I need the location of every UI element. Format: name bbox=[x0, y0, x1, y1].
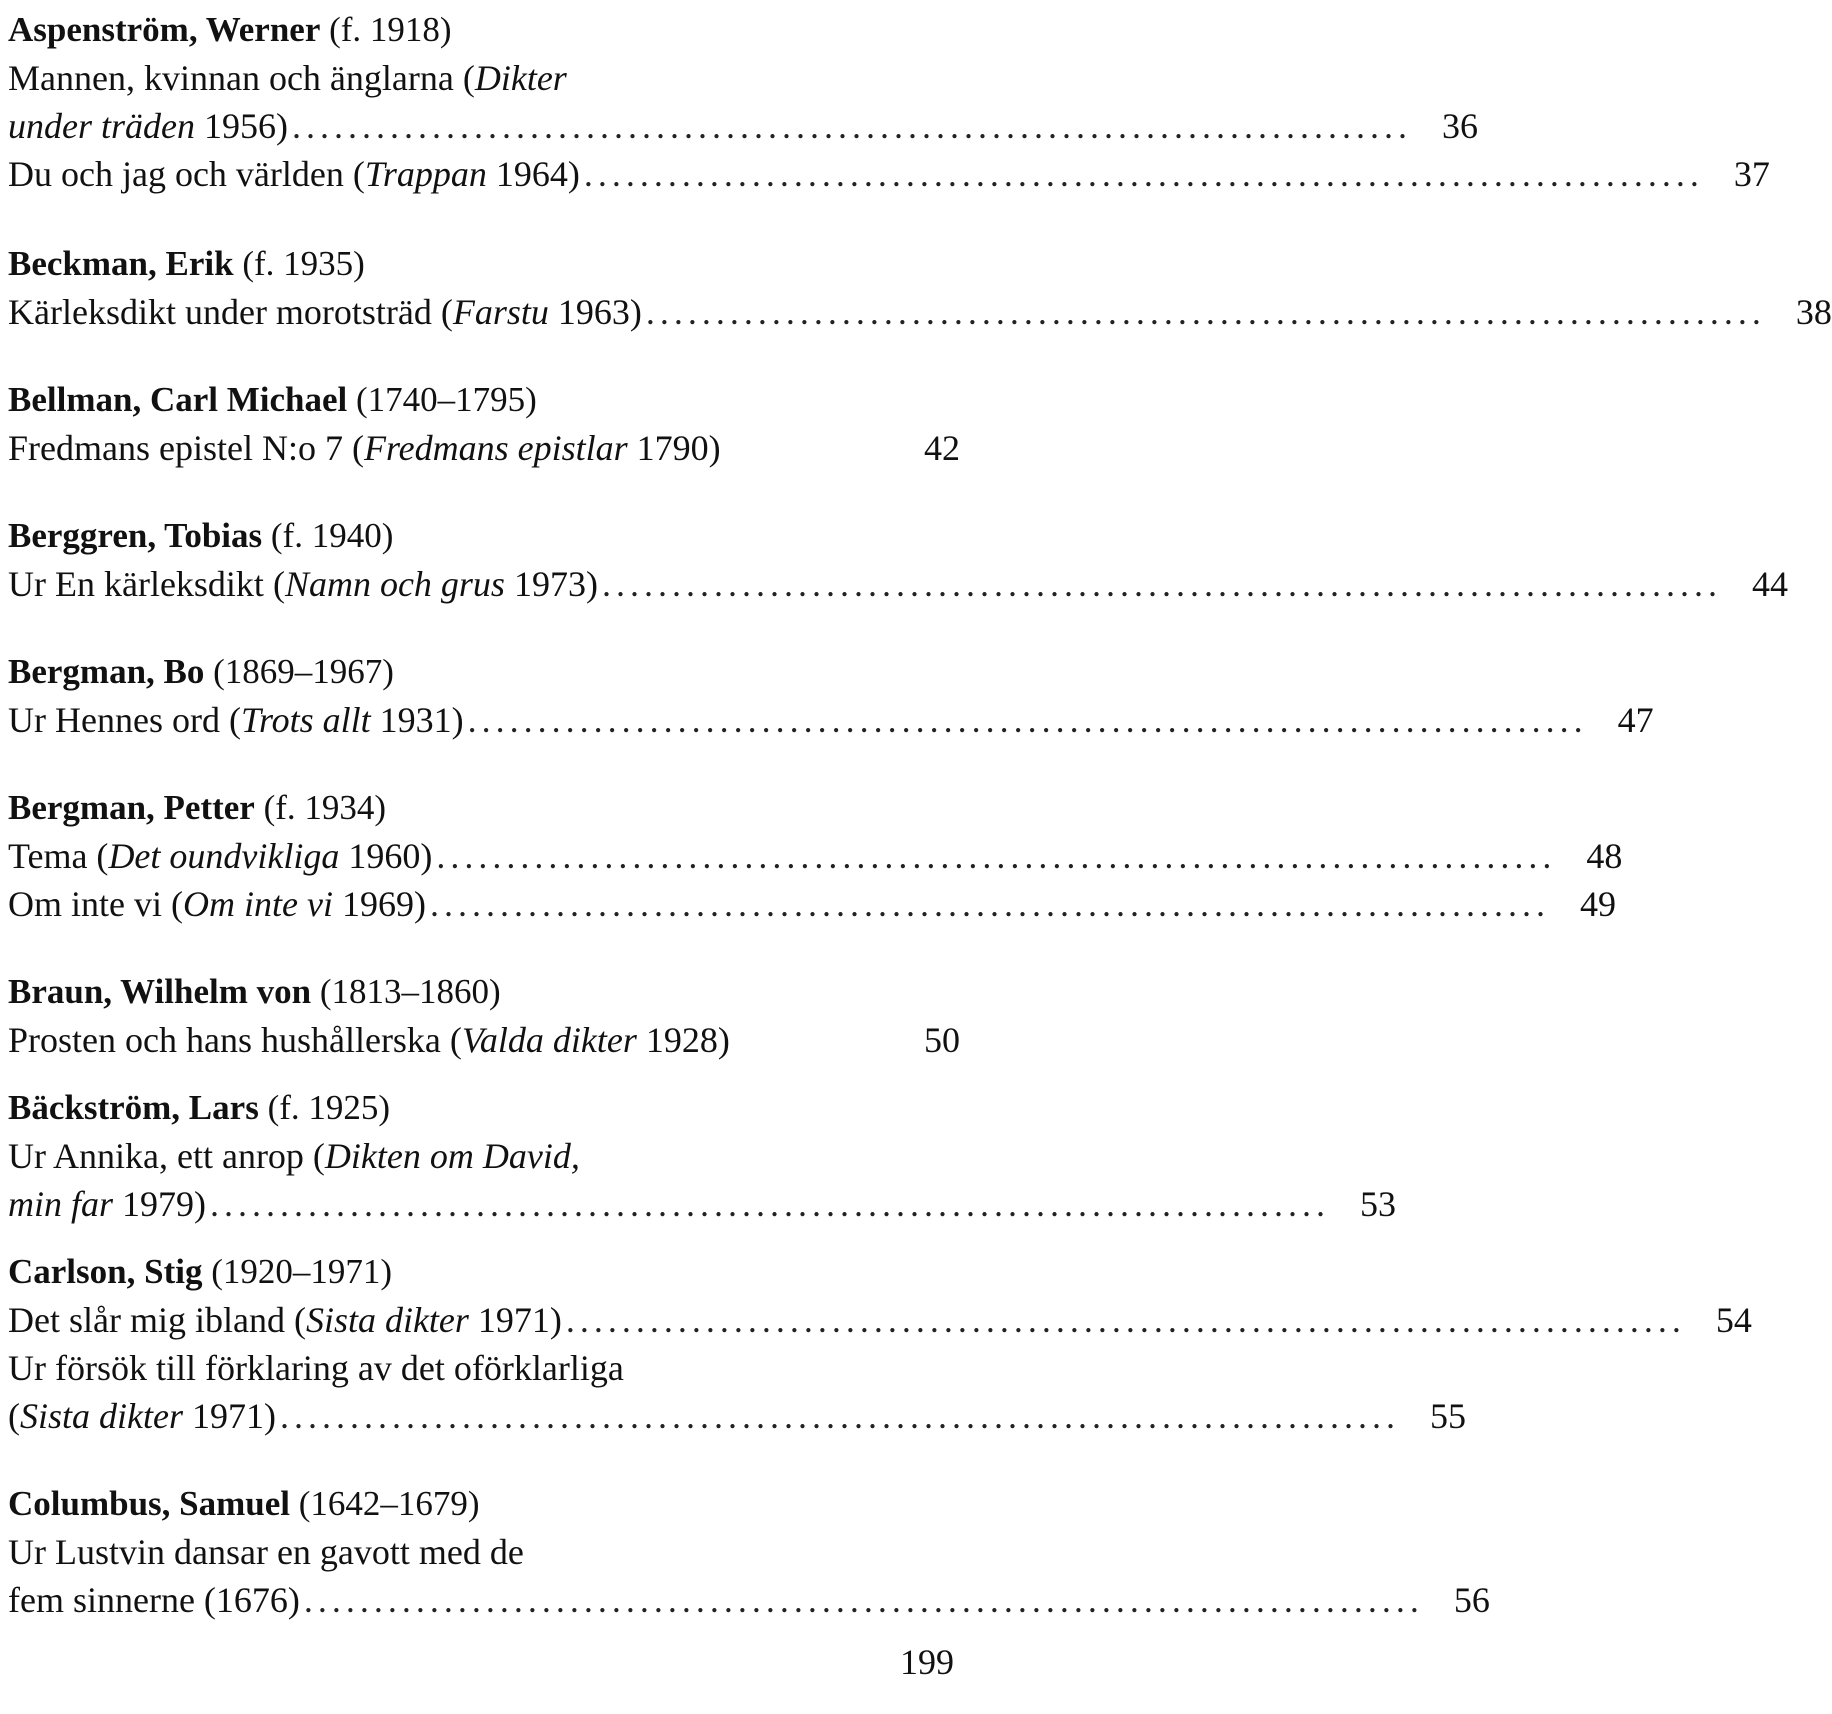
dot-leader: ................................................................................ bbox=[291, 106, 1412, 146]
author-heading bbox=[8, 376, 960, 424]
poem-title bbox=[8, 560, 598, 608]
title-text: Ur En kärleksdikt ( bbox=[8, 564, 285, 604]
title-text: Ur Annika, ett anrop ( bbox=[8, 1136, 325, 1176]
page-ref: 49 bbox=[1579, 884, 1616, 924]
index-entry bbox=[8, 968, 960, 1064]
title-text: 1960) bbox=[339, 836, 433, 876]
poem-line bbox=[8, 1576, 1490, 1624]
title-text: Tema ( bbox=[8, 836, 109, 876]
page-ref: 55 bbox=[1429, 1396, 1466, 1436]
title-text: 1969) bbox=[332, 884, 426, 924]
author-name: Bäckström, Lars bbox=[8, 1088, 259, 1127]
author-name: Bergman, Bo bbox=[8, 652, 205, 691]
source-title: Dikter bbox=[474, 58, 567, 98]
poem-title bbox=[8, 880, 426, 928]
author-heading bbox=[8, 784, 960, 832]
poem-title bbox=[8, 832, 432, 880]
title-text: 1928) bbox=[636, 1020, 730, 1060]
source-title: Trots allt bbox=[240, 700, 371, 740]
author-name: Berggren, Tobias bbox=[8, 516, 263, 555]
title-text: 1790) bbox=[627, 428, 721, 468]
source-title: Sista dikter bbox=[20, 1396, 183, 1436]
title-text: Om inte vi ( bbox=[8, 884, 183, 924]
poem-title bbox=[8, 1344, 624, 1392]
poem-title bbox=[8, 150, 580, 198]
poem-title bbox=[8, 102, 288, 150]
author-dates: (1869–1967) bbox=[213, 652, 394, 691]
page-number: 199 bbox=[900, 1642, 954, 1682]
dot-leader: ................................................................................ bbox=[583, 154, 1704, 194]
author-name: Braun, Wilhelm von bbox=[8, 972, 312, 1011]
dot-leader: ................................................................................ bbox=[436, 836, 1557, 876]
source-title: under träden bbox=[8, 106, 195, 146]
index-entry bbox=[8, 648, 1654, 744]
poem-title bbox=[8, 424, 721, 472]
poem-title bbox=[8, 1576, 300, 1624]
poem-line bbox=[8, 832, 1623, 880]
dot-leader: ................................................................................ bbox=[601, 564, 1722, 604]
title-text: 1973) bbox=[504, 564, 598, 604]
author-heading bbox=[8, 512, 960, 560]
source-title: Sista dikter bbox=[305, 1300, 469, 1340]
source-title: Fredmans epistlar bbox=[363, 428, 628, 468]
title-text: 1931) bbox=[370, 700, 464, 740]
author-name: Carlson, Stig bbox=[8, 1252, 203, 1291]
title-text: Prosten och hans hushållerska ( bbox=[8, 1020, 462, 1060]
source-title: Om inte vi bbox=[182, 884, 333, 924]
page-ref: 56 bbox=[1453, 1580, 1490, 1620]
title-text: 1963) bbox=[548, 292, 642, 332]
dot-leader: ................................................................................ bbox=[467, 700, 1588, 740]
source-title: Valda dikter bbox=[461, 1020, 637, 1060]
index-entry bbox=[8, 512, 1788, 608]
title-text: fem sinnerne (1676) bbox=[8, 1580, 300, 1620]
poem-line bbox=[8, 1296, 1752, 1344]
poem-title bbox=[8, 1016, 730, 1064]
poem-line bbox=[8, 560, 1788, 608]
dot-leader: ................................................................................ bbox=[429, 884, 1550, 924]
title-text: ( bbox=[8, 1396, 20, 1436]
dot-leader: ................................................................................ bbox=[303, 1580, 1424, 1620]
dot-leader: ................................................................................ bbox=[645, 292, 1766, 332]
poem-line bbox=[8, 424, 960, 472]
title-text: Ur försök till förklaring av det oförklarliga bbox=[8, 1348, 624, 1388]
poem-title bbox=[8, 696, 464, 744]
author-name: Bergman, Petter bbox=[8, 788, 255, 827]
author-heading bbox=[8, 240, 960, 288]
index-entry bbox=[8, 1480, 1490, 1624]
author-dates: (1642–1679) bbox=[298, 1484, 480, 1523]
title-text: Du och jag och världen ( bbox=[8, 154, 365, 194]
source-title: Trappan bbox=[364, 154, 487, 194]
index-entry bbox=[8, 6, 1770, 198]
page-ref: 47 bbox=[1617, 700, 1654, 740]
author-dates: (f. 1925) bbox=[267, 1088, 391, 1127]
page-ref: 54 bbox=[1715, 1300, 1752, 1340]
poem-title bbox=[8, 288, 642, 336]
author-dates: (1813–1860) bbox=[319, 972, 501, 1011]
poem-line bbox=[8, 102, 1478, 150]
source-title: min far bbox=[8, 1184, 114, 1224]
poem-title bbox=[8, 54, 567, 102]
page-ref: 44 bbox=[1751, 564, 1788, 604]
poem-line bbox=[8, 150, 1770, 198]
author-dates: (f. 1935) bbox=[242, 244, 365, 283]
page-ref: 50 bbox=[924, 1020, 960, 1060]
dot-leader: ................................................................................ bbox=[279, 1396, 1400, 1436]
author-dates: (1920–1971) bbox=[211, 1252, 393, 1291]
poem-line bbox=[8, 1392, 1466, 1440]
poem-line bbox=[8, 1180, 1397, 1228]
author-name: Bellman, Carl Michael bbox=[8, 380, 348, 419]
index-entry bbox=[8, 240, 1832, 336]
author-name: Aspenström, Werner bbox=[8, 10, 321, 49]
author-dates: (f. 1940) bbox=[270, 516, 394, 555]
poem-title bbox=[8, 1392, 276, 1440]
title-text: Kärleksdikt under morotsträd ( bbox=[8, 292, 453, 332]
index-entry bbox=[8, 1248, 1752, 1440]
author-name: Beckman, Erik bbox=[8, 244, 234, 283]
author-heading bbox=[8, 1248, 960, 1296]
poem-line bbox=[8, 288, 1832, 336]
source-title: Farstu bbox=[452, 292, 549, 332]
author-dates: (1740–1795) bbox=[356, 380, 537, 419]
title-text: 1964) bbox=[486, 154, 580, 194]
poem-line bbox=[8, 696, 1654, 744]
poem-line bbox=[8, 1132, 960, 1180]
source-title: Dikten om David, bbox=[324, 1136, 580, 1176]
poem-line bbox=[8, 1528, 960, 1576]
poem-title bbox=[8, 1132, 580, 1180]
title-text: 1956) bbox=[194, 106, 288, 146]
title-text: 1971) bbox=[468, 1300, 562, 1340]
author-heading bbox=[8, 1480, 960, 1528]
title-text: 1979) bbox=[113, 1184, 207, 1224]
title-text: 1971) bbox=[182, 1396, 276, 1436]
poem-line bbox=[8, 54, 960, 102]
page-ref: 53 bbox=[1360, 1184, 1397, 1224]
title-text: Ur Lustvin dansar en gavott med de bbox=[8, 1532, 524, 1572]
page-ref: 38 bbox=[1795, 292, 1832, 332]
author-heading bbox=[8, 968, 960, 1016]
dot-leader: ................................................................................ bbox=[565, 1300, 1686, 1340]
index-entry bbox=[8, 784, 1623, 928]
poem-title bbox=[8, 1180, 206, 1228]
index-list bbox=[8, 0, 1832, 1624]
poem-line bbox=[8, 880, 1616, 928]
page-ref: 37 bbox=[1733, 154, 1770, 194]
poem-title bbox=[8, 1528, 524, 1576]
dot-leader: ................................................................................ bbox=[210, 1184, 1331, 1224]
index-entry bbox=[8, 1084, 1397, 1228]
author-dates: (f. 1918) bbox=[329, 10, 452, 49]
source-title: Det oundvikliga bbox=[108, 836, 340, 876]
author-heading bbox=[8, 6, 960, 54]
author-name: Columbus, Samuel bbox=[8, 1484, 291, 1523]
author-heading bbox=[8, 648, 960, 696]
poem-line bbox=[8, 1344, 960, 1392]
poem-line bbox=[8, 1016, 960, 1064]
poem-title bbox=[8, 1296, 562, 1344]
page-ref: 36 bbox=[1441, 106, 1478, 146]
title-text: Det slår mig ibland ( bbox=[8, 1300, 306, 1340]
page-ref: 48 bbox=[1586, 836, 1623, 876]
author-dates: (f. 1934) bbox=[263, 788, 387, 827]
title-text: Ur Hennes ord ( bbox=[8, 700, 241, 740]
title-text: Mannen, kvinnan och änglarna ( bbox=[8, 58, 475, 98]
author-heading bbox=[8, 1084, 960, 1132]
title-text: Fredmans epistel N:o 7 ( bbox=[8, 428, 364, 468]
index-entry bbox=[8, 376, 960, 472]
page-ref: 42 bbox=[924, 428, 960, 468]
source-title: Namn och grus bbox=[284, 564, 505, 604]
